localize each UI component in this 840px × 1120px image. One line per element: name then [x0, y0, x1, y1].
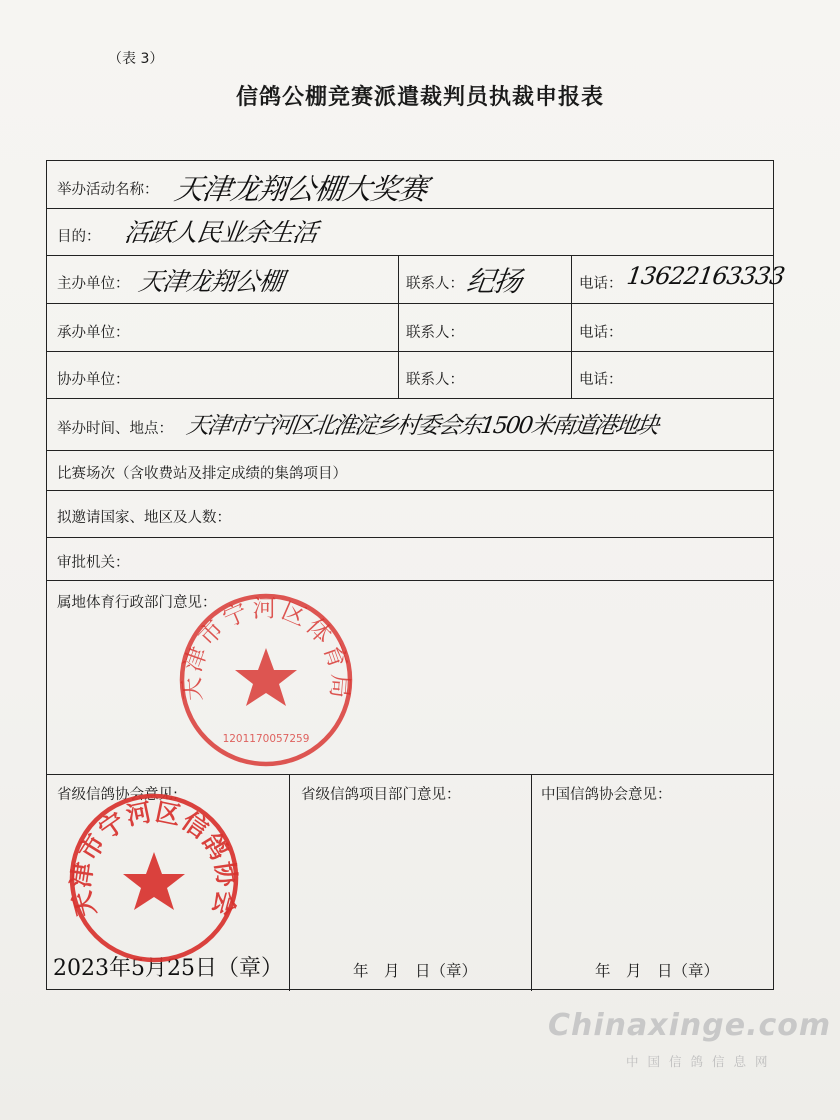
divider [398, 256, 399, 303]
invite-label: 拟邀请国家、地区及人数： [57, 510, 231, 526]
co-organizer-label: 协办单位： [57, 372, 130, 388]
divider [571, 256, 572, 303]
row-event-name [47, 161, 773, 209]
undertaker-contact-label: 联系人： [406, 325, 464, 341]
sports-seal-number: 1201170057259 [222, 733, 310, 745]
divider [571, 304, 572, 351]
row-time-place [47, 399, 773, 451]
star-icon [235, 648, 297, 706]
divider [398, 352, 399, 398]
races-label: 比赛场次（含收费站及排定成绩的集鸽项目） [57, 466, 347, 482]
event-name-label: 举办活动名称： [57, 182, 159, 198]
divider [289, 775, 290, 991]
organizer-phone-label: 电话： [579, 276, 623, 292]
provincial-assoc-date: 2023年5月25日（章） [53, 956, 283, 981]
watermark-brand: Chinaxinge.com [548, 1008, 832, 1043]
organizer-phone-value: 13622163333 [625, 262, 786, 290]
row-undertaker [47, 304, 773, 352]
row-invite [47, 491, 773, 538]
divider [398, 304, 399, 351]
row-purpose [47, 209, 773, 256]
row-co-organizer [47, 352, 773, 399]
sports-bureau-seal [176, 590, 356, 770]
document-title: 信鸽公棚竞赛派遣裁判员执裁申报表 [235, 85, 604, 110]
sports-dept-label: 属地体育行政部门意见： [57, 595, 217, 611]
time-place-value: 天津市宁河区北淮淀乡村委会东1500米南道港地块 [184, 413, 660, 439]
divider [571, 352, 572, 398]
event-name-value: 天津龙翔公棚大奖赛 [172, 172, 430, 206]
co-organizer-contact-label: 联系人： [406, 372, 464, 388]
organizer-contact-value: 纪扬 [464, 265, 524, 298]
table-number: （表 3） [108, 51, 164, 67]
provincial-dept-label: 省级信鸽项目部门意见： [301, 787, 461, 803]
watermark-subtitle: 中国信鸽信息网 [626, 1054, 777, 1069]
association-seal-text: 天津市宁河区信鸽协会 [66, 797, 242, 921]
star-icon [123, 852, 185, 910]
undertaker-phone-label: 电话： [579, 325, 623, 341]
organizer-value: 天津龙翔公棚 [136, 267, 285, 296]
approval-label: 审批机关： [57, 555, 130, 571]
row-races [47, 451, 773, 491]
purpose-value: 活跃人民业余生活 [122, 218, 319, 247]
row-organizer [47, 256, 786, 304]
china-assoc-date: 年 月 日（章） [595, 962, 720, 980]
organizer-contact-label: 联系人： [406, 276, 464, 292]
organizer-label: 主办单位： [57, 276, 130, 292]
undertaker-label: 承办单位： [57, 325, 130, 341]
co-organizer-phone-label: 电话： [579, 372, 623, 388]
sports-seal-text: 天津市宁河区体育局 [177, 594, 355, 703]
divider [531, 775, 532, 991]
time-place-label: 举办时间、地点： [57, 421, 173, 437]
pigeon-association-seal [66, 790, 242, 966]
row-approval [47, 538, 773, 581]
purpose-label: 目的： [57, 229, 101, 245]
china-assoc-label: 中国信鸽协会意见： [541, 787, 672, 803]
row-sports-dept [47, 581, 773, 775]
provincial-assoc-label: 省级信鸽协会意见: [57, 787, 178, 803]
provincial-dept-date: 年 月 日（章） [353, 962, 478, 980]
